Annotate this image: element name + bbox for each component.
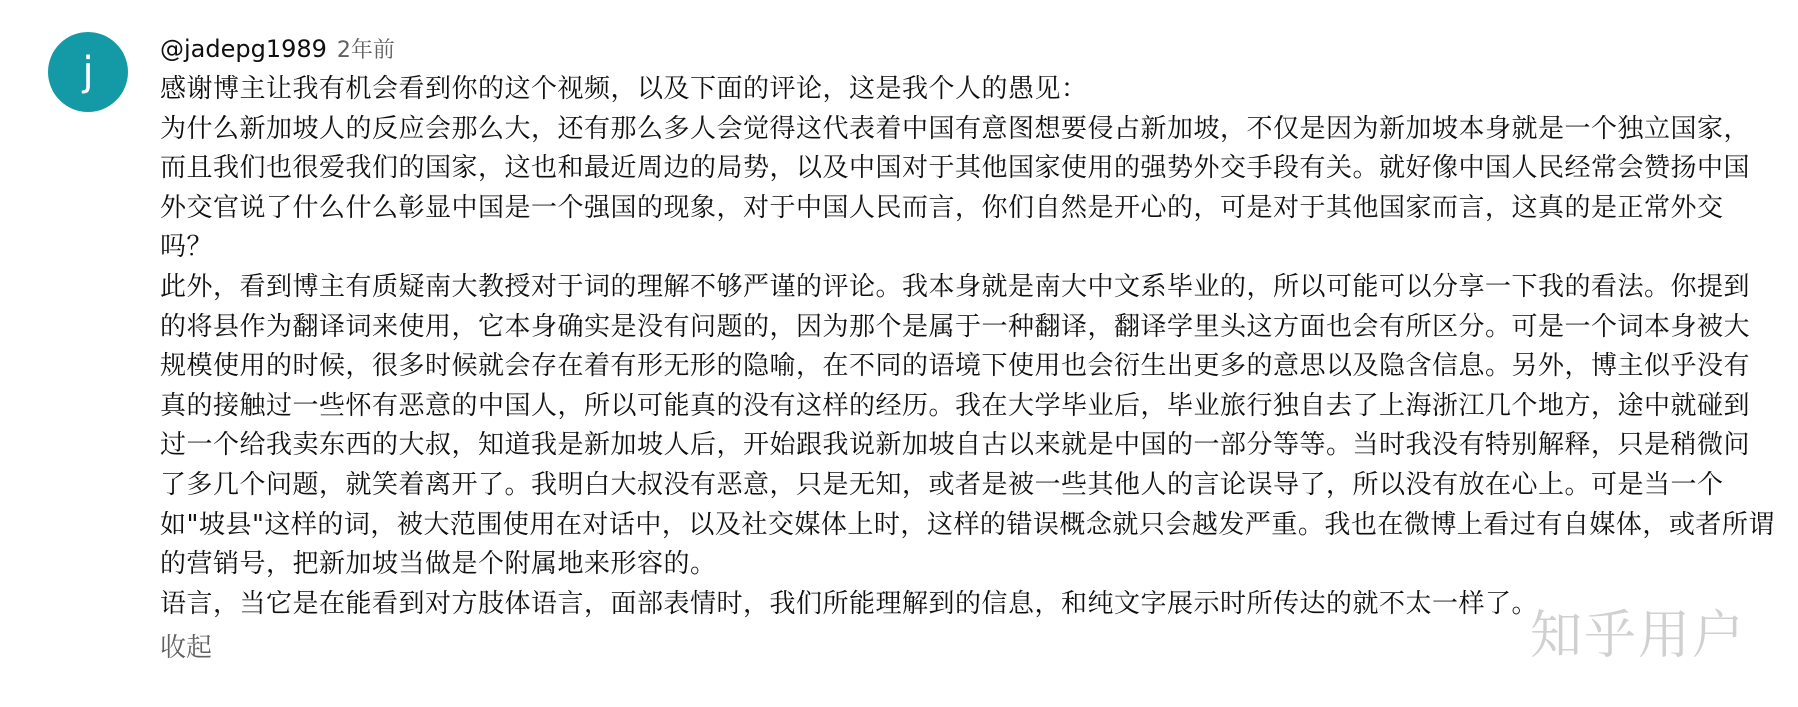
comment-paragraph: 感谢博主让我有机会看到你的这个视频，以及下面的评论，这是我个人的愚见：	[160, 74, 1088, 104]
comment-text	[160, 70, 1775, 624]
comment-paragraph: 此外，看到博主有质疑南大教授对于词的理解不够严谨的评论。我本身就是南大中文系毕业的，所以可能可以分享一下我的看法。你提到的将县作为翻译词来使用，它本身确实是没有问题的，因为那个是属于一种翻译，翻译学里头这方面也会有所区分。可是一个词本身被大规模使用的时候，很多时候就会存在着有形无形的隐喻，在不同的语境下使用也会衍生出更多的意思以及隐含信息。另外，博主似乎没有真的接触过一些怀有恶意的中国人，所以可能真的没有这样的经历。我在大学毕业后，毕业旅行独自去了上海浙江几个地方，途中就碰到过一个给我卖东西的大叔，知道我是新加坡人后，开始跟我说新加坡自古以来就是中国的一部分等等。当时我没有特别解释，只是稍微问了多几个问题，就笑着离开了。我明白大叔没有恶意，只是无知，或者是被一些其他人的言论误导了，所以没有放在心上。可是当一个如"坡县"这样的词，被大范围使用在对话中，以及社交媒体上时，这样的错误概念就只会越发严重。我也在微博上看过有自媒体，或者所谓的营销号，把新加坡当做是个附属地来形容的。	[160, 271, 1775, 580]
comment-header	[160, 30, 1775, 68]
avatar[interactable]	[48, 32, 128, 112]
collapse-button[interactable]: 收起	[160, 633, 213, 664]
zhihu-watermark: 知乎用户	[1530, 606, 1747, 666]
author-name[interactable]: @jadepg1989	[160, 35, 327, 63]
avatar-letter: j	[82, 49, 94, 95]
comment-paragraph: 为什么新加坡人的反应会那么大，还有那么多人会觉得这代表着中国有意图想要侵占新加坡，不仅是因为新加坡本身就是一个独立国家，而且我们也很爱我们的国家，这也和最近周边的局势，以及中国对于其他国家使用的强势外交手段有关。就好像中国人民经常会赞扬中国外交官说了什么什么彰显中国是一个强国的现象，对于中国人民而言，你们自然是开心的，可是对于其他国家而言，这真的是正常外交吗？	[160, 113, 1751, 263]
comment-paragraph: 语言，当它是在能看到对方肢体语言，面部表情时，我们所能理解到的信息，和纯文字展示时所传达的就不太一样了。	[160, 588, 1539, 619]
comment-body	[160, 30, 1775, 668]
comment-timestamp[interactable]: 2年前	[336, 38, 395, 63]
